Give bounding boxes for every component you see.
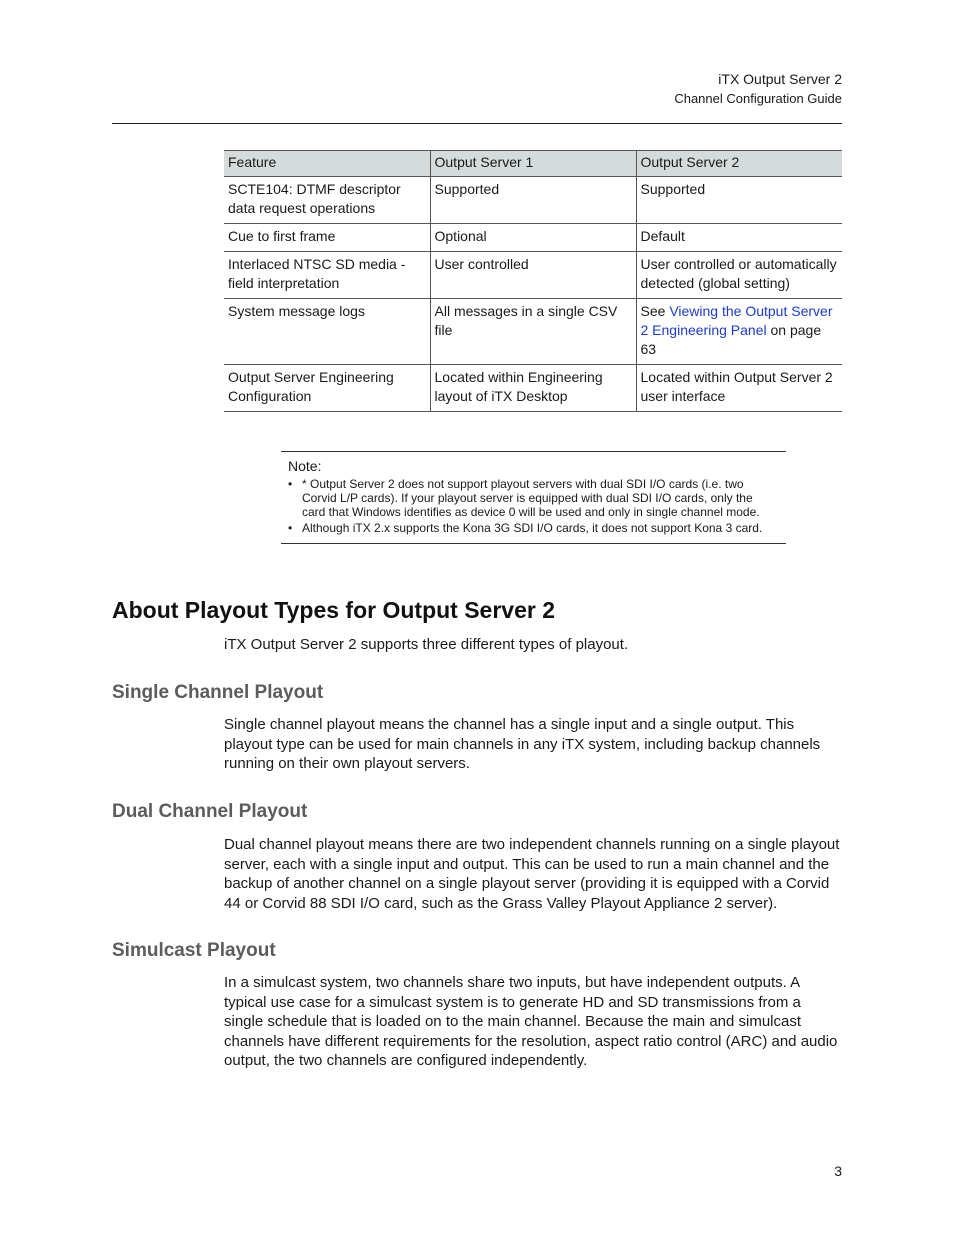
column-header: Feature [224,151,430,177]
note-item-text: Although iTX 2.x supports the Kona 3G SDI I/O cards, it does not support Kona 3 card. [302,521,763,535]
single-channel-body: Single channel playout means the channel has a single input and a single output. This playout type can be used for main channels in any iTX system, including backup channels running on their own playout servers. [224,716,821,772]
table-cell: Located within Output Server 2 user interface [636,365,842,412]
header-divider [112,123,842,124]
table-cell: Optional [430,224,636,252]
simulcast-body: In a simulcast system, two channels share two inputs, but have independent outputs. A typical use case for a simulcast system is to generate HD and SD transmissions from a single schedule that is loaded on to the main channel. Because the main and simulcast channels have different requirements for the resolution, aspect ratio control (ARC) and audio output, the two channels are configured independently. [224,974,838,1069]
table-row [224,365,842,412]
table-row [224,177,842,224]
table-cell: All messages in a single CSV file [430,299,636,365]
table-cell: Output Server Engineering Configuration [224,365,430,412]
bullet-icon: • [288,521,293,535]
note-list [288,477,778,535]
bullet-icon: • [288,477,293,491]
note-title: Note: [288,458,322,474]
column-header: Output Server 2 [636,151,842,177]
section-intro: iTX Output Server 2 supports three different types of playout. [224,636,629,653]
section-heading: About Playout Types for Output Server 2 [112,597,556,623]
table-cell: SCTE104: DTMF descriptor data request operations [224,177,430,224]
table-cell: Supported [636,177,842,224]
simulcast-heading: Simulcast Playout [112,940,276,961]
table-header-row [224,151,842,177]
table-row [224,224,842,252]
table-row [224,252,842,299]
table-cell: Interlaced NTSC SD media - field interpretation [224,252,430,299]
running-header [674,70,842,108]
table-cell: Located within Engineering layout of iTX Desktop [430,365,636,412]
column-header: Output Server 1 [430,151,636,177]
feature-comparison-table [224,150,842,412]
note-item-text: * Output Server 2 does not support playout servers with dual SDI I/O cards (i.e. two Corvid L/P cards). If your playout server is equipped with dual SDI I/O cards, only the card that Windows identifies as device 0 will be used and only in single channel mode. [302,477,760,519]
note-box [281,451,786,544]
header-guide-title: Channel Configuration Guide [674,91,842,106]
table-cell: Supported [430,177,636,224]
table-cell: Cue to first frame [224,224,430,252]
dual-channel-heading: Dual Channel Playout [112,801,308,822]
page-number: 3 [834,1163,842,1179]
note-item [288,521,778,535]
table-cell: User controlled [430,252,636,299]
engineering-panel-link[interactable]: Viewing the Output Server 2 Engineering Panel [640,303,833,338]
table-cell: System message logs [224,299,430,365]
table-row [224,299,842,365]
table-cell: User controlled or automatically detected (global setting) [636,252,842,299]
note-item [288,477,778,519]
table-cell: Default [636,224,842,252]
cross-ref-prefix: See [640,303,670,319]
table-cell-with-link [636,299,842,365]
dual-channel-body: Dual channel playout means there are two independent channels running on a single playout server, each with a single input and output. This can be used to run a main channel and the backup of another channel on a single playout server (providing it is equipped with a Corvid 44 or Corvid 88 SDI I/O card, such as the Grass Valley Playout Appliance 2 server). [224,836,840,912]
single-channel-heading: Single Channel Playout [112,682,324,703]
cross-ref-suffix: on page 63 [640,322,822,357]
header-product-name: iTX Output Server 2 [718,71,842,87]
